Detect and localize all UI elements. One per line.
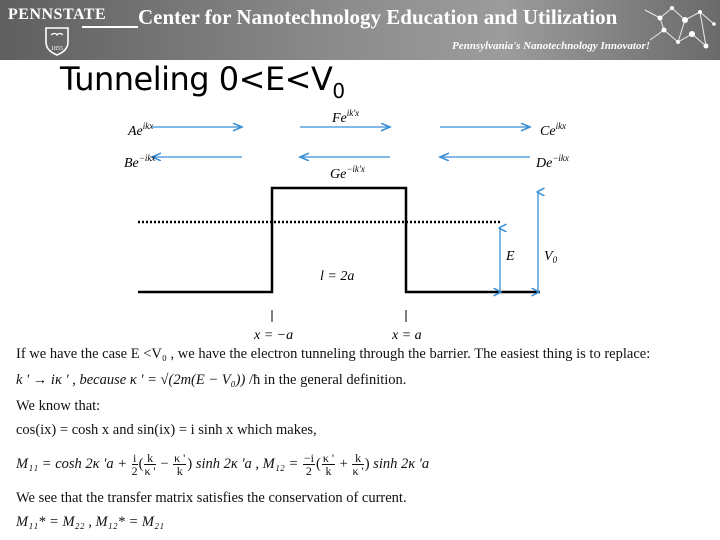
logo-wordmark: PENNSTATE: [8, 6, 107, 23]
label-x-minus-a: x = −a: [254, 328, 294, 343]
fraction-minus-i-over-2: $\frac{-i}{2}$: [303, 451, 314, 478]
body-line-2b: √(2m(E − V₀)): [160, 372, 246, 388]
fraction-k-over-kappa-2: $\frac{k}{\kappa '}$: [352, 451, 364, 478]
M12-expression: sinh 2κ 'a , M₁₂ =: [192, 455, 302, 472]
body-line-2: [16, 372, 406, 389]
body-line-2a: k ' → iκ ' , because κ ' =: [16, 372, 161, 388]
slide-title-subscript: 0: [332, 79, 345, 103]
body-line-3: We know that:: [16, 398, 101, 414]
label-x-a: x = a: [392, 328, 422, 343]
logo-rule: [82, 26, 138, 28]
shield-icon: [44, 26, 70, 56]
label-C: $Ce^{ikx}$: [540, 121, 567, 139]
body-line-4: cos(ix) = cosh x and sin(ix) = i sinh x which makes,: [16, 422, 317, 438]
M11-expression: M₁₁ = cosh 2κ 'a +: [16, 455, 131, 472]
header-banner: [0, 0, 720, 60]
fraction-k-over-kappa: $\frac{k}{\kappa '}$: [144, 451, 156, 478]
label-E: E: [506, 249, 515, 264]
body-line-7: [16, 514, 164, 531]
body-line-6: We see that the transfer matrix satisfies the conservation of current.: [16, 490, 407, 506]
barrier-diagram: [0, 100, 720, 345]
M12-sinh-term: sinh 2κ 'a: [369, 455, 430, 472]
label-G: $Ge^{-ik'x}$: [330, 164, 365, 182]
pennstate-logo[interactable]: [8, 6, 126, 56]
barrier-width-label: l = 2a: [320, 269, 355, 284]
label-D: $De^{-ikx}$: [536, 153, 569, 171]
fraction-i-over-2: $\frac{i}{2}$: [131, 451, 138, 478]
symmetry-relations: M₁₁* = M₂₂ , M₁₂* = M₂₁: [16, 514, 165, 530]
label-V0: $V_0$: [544, 249, 558, 265]
label-A: $Ae^{ikx}$: [128, 121, 154, 139]
nanostructure-image: [640, 0, 720, 60]
label-B: $Be^{-ikx}$: [124, 153, 156, 171]
tagline: Pennsylvania's Nanotechnology Innovator!: [452, 40, 651, 52]
logo-year: 1855: [51, 46, 63, 52]
label-F: $Fe^{ik'x}$: [332, 108, 360, 126]
body-line-1: If we have the case E <V₀ , we have the electron tunneling through the barrier. The easiest thing is to replace:: [16, 346, 651, 362]
body-line-5: M₁₁ = cosh 2κ 'a + $\frac{i}{2}$ ( $\frac{k}{\kappa '}$ − $\frac{\kappa '}{k}$ ) sinh 2κ 'a , M₁₂ = $\frac{-i}{2}$ ( $\frac{\kappa '}{k}$ + $\frac{k}{\kappa '}$ ) sinh 2κ 'a: [16, 451, 430, 478]
fraction-kappa-over-k-2: $\frac{\kappa '}{k}$: [322, 451, 335, 478]
body-line-2c: /ħ in the general definition.: [245, 372, 407, 388]
fraction-kappa-over-k: $\frac{\kappa '}{k}$: [174, 451, 186, 478]
slide-title-main: Tunneling 0<E<V: [60, 60, 333, 98]
center-title: Center for Nanotechnology Education and Utilization: [138, 5, 618, 29]
slide-title: [60, 60, 345, 103]
